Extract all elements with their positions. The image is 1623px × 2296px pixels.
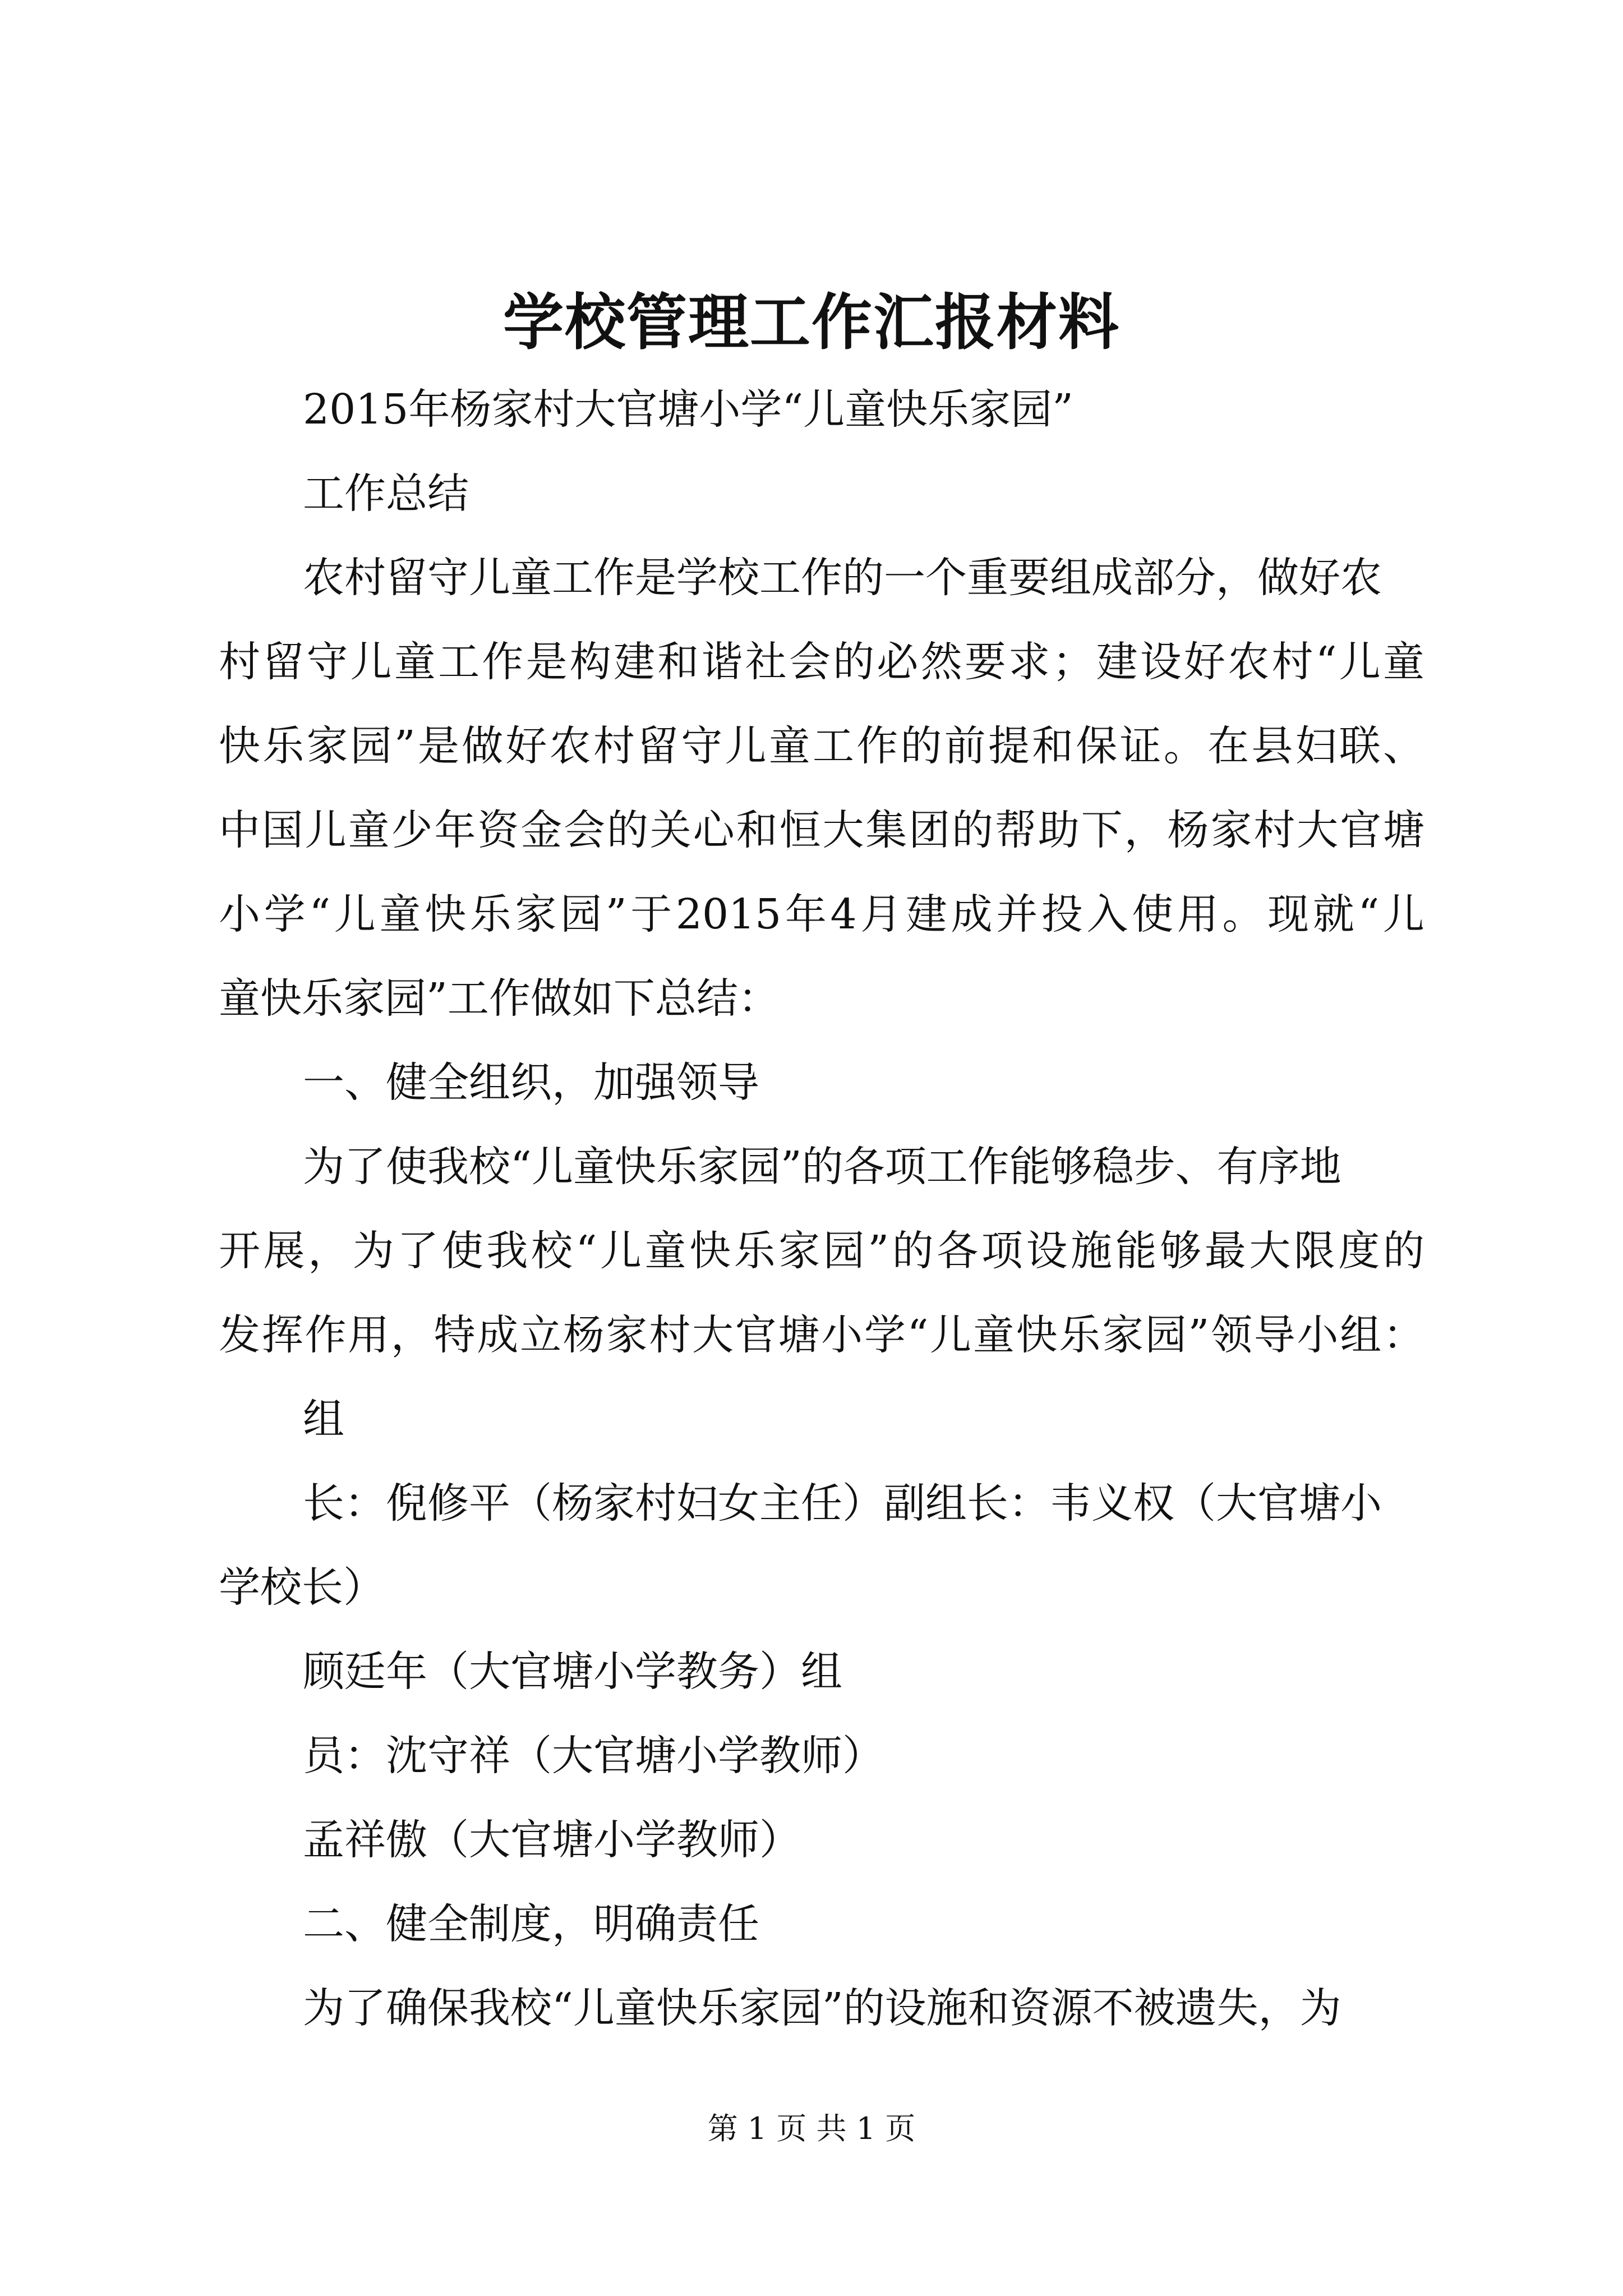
paragraph-line: 长：倪修平（杨家村妇女主任）副组长：韦义权（大官塘小 — [303, 1479, 1382, 1527]
paragraph-line: 童快乐家园”工作做如下总结： — [219, 974, 780, 1023]
paragraph-line: 中国儿童少年资金会的关心和恒大集团的帮助下，杨家村大官塘 — [219, 806, 1424, 854]
section-heading: 二、健全制度，明确责任 — [303, 1900, 759, 1948]
paragraph-line: 孟祥傲（大官塘小学教师） — [303, 1816, 801, 1864]
paragraph-line: 为了使我校“儿童快乐家园”的各项工作能够稳步、有序地 — [303, 1143, 1341, 1191]
paragraph-line: 发挥作用，特成立杨家村大官塘小学“儿童快乐家园”领导小组： — [219, 1311, 1424, 1359]
paragraph-line: 开展，为了使我校“儿童快乐家园”的各项设施能够最大限度的 — [219, 1227, 1424, 1275]
paragraph-line: 学校长） — [219, 1563, 385, 1612]
paragraph-line: 小学“儿童快乐家园”于2015年4月建成并投入使用。现就“儿 — [219, 890, 1424, 938]
paragraph-line: 员：沈守祥（大官塘小学教师） — [303, 1732, 884, 1780]
document-title: 学校管理工作汇报材料 — [502, 287, 1120, 358]
paragraph-line: 村留守儿童工作是构建和谐社会的必然要求；建设好农村“儿童 — [219, 638, 1424, 686]
paragraph-line: 顾廷年（大官塘小学教务）组 — [303, 1648, 842, 1696]
page-footer: 第 1 页 共 1 页 — [707, 2111, 916, 2146]
paragraph-line: 快乐家园”是做好农村留守儿童工作的前提和保证。在县妇联、 — [219, 722, 1424, 770]
paragraph-line: 为了确保我校“儿童快乐家园”的设施和资源不被遗失，为 — [303, 1984, 1341, 2032]
paragraph-line: 组 — [303, 1395, 344, 1443]
paragraph-line: 2015年杨家村大官塘小学“儿童快乐家园” — [303, 385, 1073, 434]
paragraph-line: 工作总结 — [303, 470, 469, 518]
section-heading: 一、健全组织，加强领导 — [303, 1059, 759, 1107]
paragraph-line: 农村留守儿童工作是学校工作的一个重要组成部分，做好农 — [303, 554, 1382, 602]
